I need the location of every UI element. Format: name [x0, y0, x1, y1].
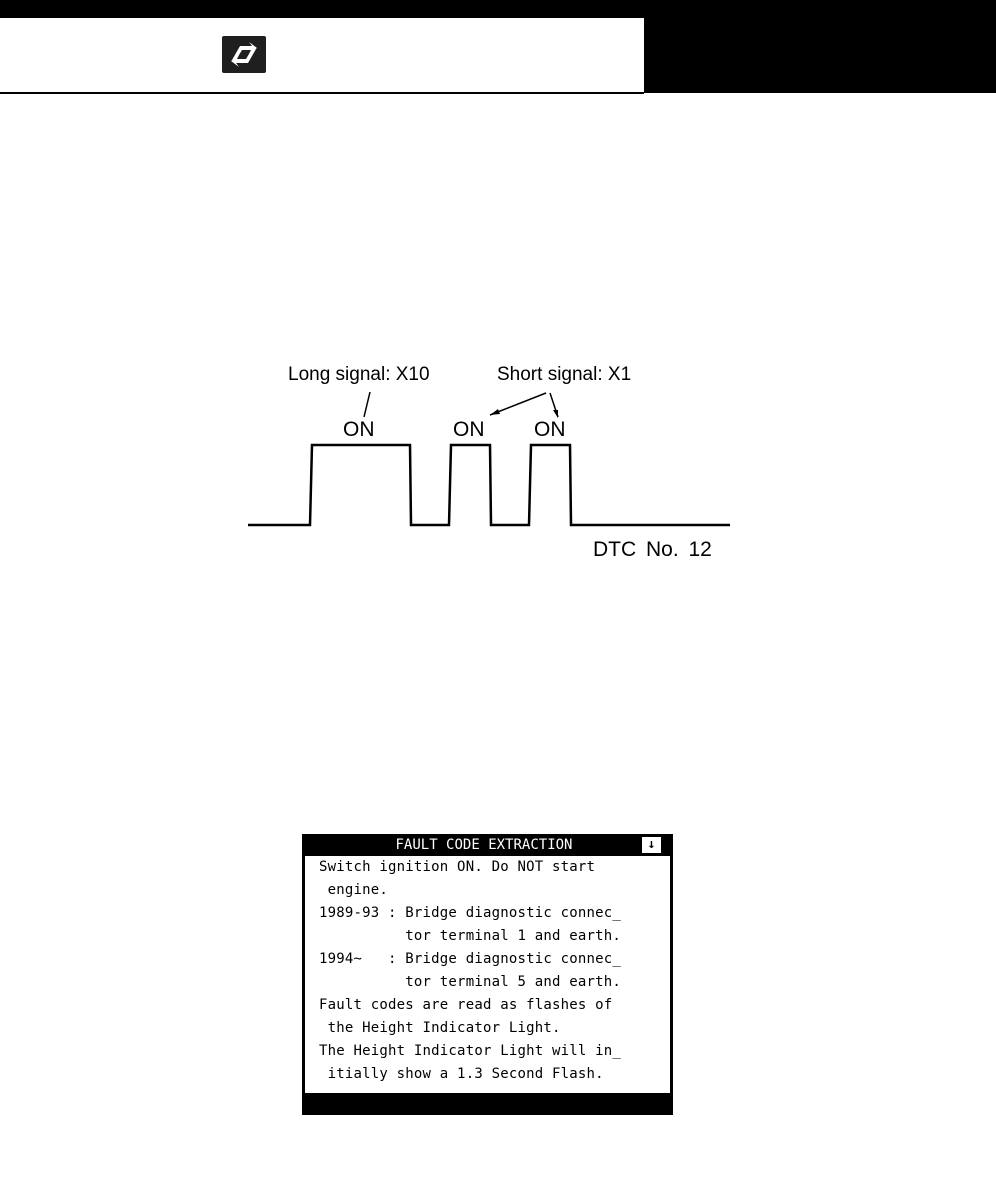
dtc-signal-diagram — [240, 355, 740, 570]
terminal-line: tor terminal 5 and earth. — [319, 974, 622, 990]
terminal-line: 1989-93 : Bridge diagnostic connec_ — [319, 905, 622, 921]
move-hint: ↕ ↔: MOVE — [334, 1118, 410, 1134]
header-black-panel — [644, 18, 996, 93]
terminal-line: Fault codes are read as flashes of — [319, 997, 613, 1013]
arrow-down-icon[interactable]: ↓ — [642, 837, 661, 853]
terminal-title-bar — [302, 834, 673, 856]
header-white-panel — [0, 18, 644, 93]
on-label-short-2: ON — [534, 418, 566, 441]
terminal-line: Switch ignition ON. Do NOT start — [319, 859, 596, 875]
dtc-number-label: DTC No. 12 — [593, 538, 712, 561]
on-label-long: ON — [343, 418, 375, 441]
terminal-line: the Height Indicator Light. — [319, 1020, 561, 1036]
top-black-bar — [0, 0, 996, 18]
on-label-short-1: ON — [453, 418, 485, 441]
short-signal-arrowhead-2 — [553, 410, 558, 418]
long-signal-label: Long signal: X10 — [288, 364, 430, 385]
terminal-line: The Height Indicator Light will in_ — [319, 1043, 622, 1059]
signal-waveform — [248, 445, 730, 525]
fault-code-terminal — [302, 834, 673, 1156]
short-signal-arrowhead-1 — [490, 409, 500, 415]
long-signal-pointer — [364, 392, 370, 417]
terminal-line: tor terminal 1 and earth. — [319, 928, 622, 944]
terminal-line: engine. — [319, 882, 389, 898]
terminal-line: 1994~ : Bridge diagnostic connec_ — [319, 951, 622, 967]
terminal-line: itially show a 1.3 Second Flash. — [319, 1066, 604, 1082]
terminal-title: FAULT CODE EXTRACTION — [395, 837, 573, 853]
terminal-body — [305, 856, 670, 1093]
exit-hint: ENTER : EXIT — [486, 1140, 588, 1156]
terminal-footer — [302, 1093, 673, 1156]
refresh-arrows-icon[interactable] — [222, 36, 266, 73]
short-signal-label: Short signal: X1 — [497, 364, 632, 385]
header-rule — [0, 92, 644, 94]
